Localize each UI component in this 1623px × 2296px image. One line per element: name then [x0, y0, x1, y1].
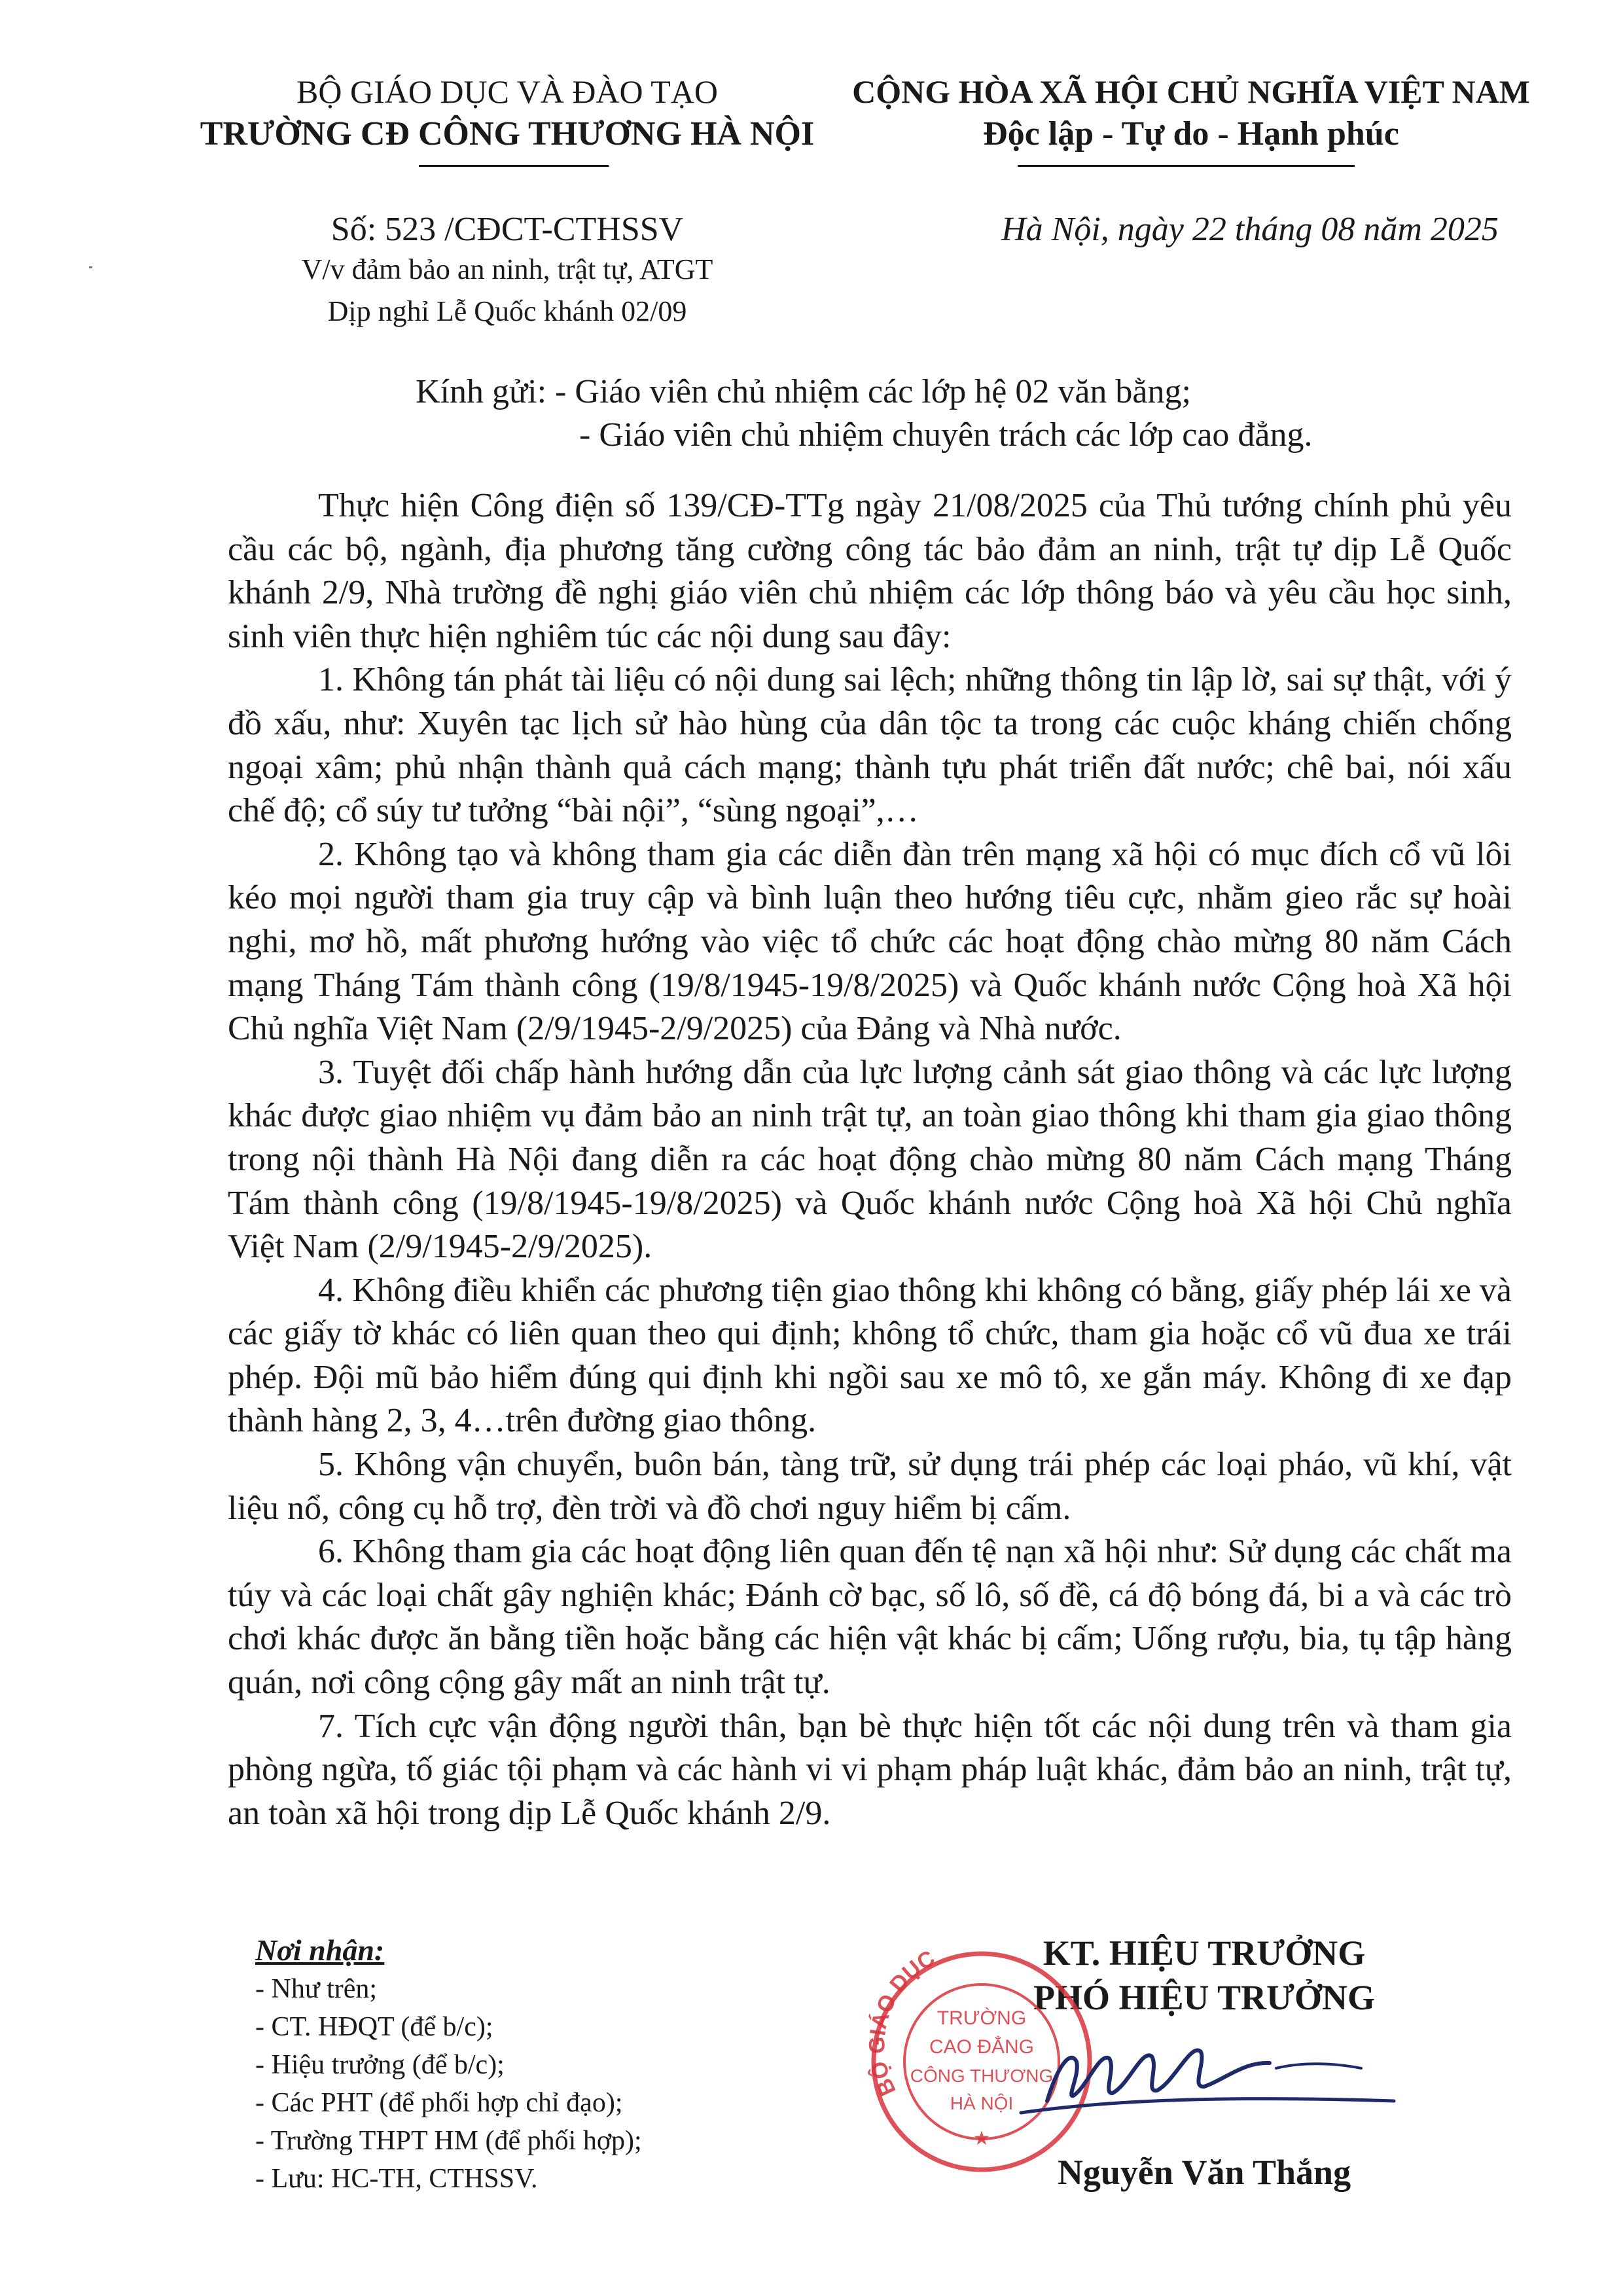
motto-underline — [1018, 165, 1355, 167]
svg-text:★: ★ — [972, 2128, 991, 2149]
distribution-item: - Hiệu trưởng (để b/c); — [255, 2050, 505, 2080]
recipients-block — [416, 370, 1313, 457]
document-number: Số: 523 /CĐCT-CTHSSV — [330, 211, 684, 248]
signer-authority: KT. HIỆU TRƯỞNG — [1043, 1933, 1366, 1973]
seal-text-line-4: HÀ NỘI — [950, 2093, 1014, 2113]
issuer-underline — [419, 165, 609, 167]
signer-name: Nguyễn Văn Thắng — [1057, 2153, 1351, 2192]
document-body — [228, 484, 1512, 1835]
issuer-block — [187, 71, 828, 156]
nation-name: CỘNG HÒA XÃ HỘI CHỦ NGHĨA VIỆT NAM — [852, 73, 1530, 110]
body-item-2: 2. Không tạo và không tham gia các diễn đàn trên mạng xã hội có mục đích cổ vũ lôi kéo mọi người tham gia truy cập và bình luận theo hướng tiêu cực, nhằm gieo rắc sự hoài nghi, mơ hồ, mất phương hướng vào việc tổ chức các hoạt động chào mừng 80 năm Cách mạng Tháng Tám thành công (19/8/1945-19/8/2025) và Quốc khánh nước Cộng hoà Xã hội Chủ nghĩa Việt Nam (2/9/1945-2/9/2025) của Đảng và Nhà nước. — [228, 835, 1512, 1048]
distribution-title: Nơi nhận: — [255, 1933, 385, 1967]
ministry-name: BỘ GIÁO DỤC VÀ ĐÀO TẠO — [296, 73, 718, 110]
seal-text-line-3: CÔNG THƯƠNG — [910, 2066, 1054, 2086]
subject-line-2: Dịp nghỉ Lễ Quốc khánh 02/09 — [327, 295, 687, 327]
seal-ring-text: BỘ GIÁO DỤC — [865, 1945, 940, 2100]
national-motto: Độc lập - Tự do - Hạnh phúc — [983, 115, 1399, 152]
body-item-5: 5. Không vận chuyển, buôn bán, tàng trữ, sử dụng trái phép các loại pháo, vũ khí, vật liệu nổ, công cụ hỗ trợ, đèn trời và đồ chơi nguy hiểm bị cấm. — [228, 1446, 1512, 1527]
document-subject — [187, 249, 828, 332]
seal-text-line-1: TRƯỜNG — [936, 2007, 1027, 2029]
intro-paragraph: Thực hiện Công điện số 139/CĐ-TTg ngày 21/08/2025 của Thủ tướng chính phủ yêu cầu các bộ, ngành, địa phương tăng cường công tác bảo đảm an ninh, trật tự dịp Lễ Quốc khánh 2/9, Nhà trường đề nghị giáo viên chủ nhiệm các lớp thông báo và yêu cầu học sinh, sinh viên thực hiện nghiêm túc các nội dung sau đây: — [228, 487, 1512, 655]
recipient-line-1: Kính gửi: - Giáo viên chủ nhiệm các lớp hệ 02 văn bằng; — [416, 373, 1191, 410]
scan-speck — [89, 266, 92, 268]
body-item-4: 4. Không điều khiển các phương tiện giao thông khi không có bằng, giấy phép lái xe và các giấy tờ khác có liên quan theo qui định; không tổ chức, tham gia hoặc cổ vũ đua xe trái phép. Đội mũ bảo hiểm đúng qui định khi ngồi sau xe mô tô, xe gắn máy. Không đi xe đạp thành hàng 2, 3, 4…trên đường giao thông. — [228, 1271, 1512, 1440]
body-item-7: 7. Tích cực vận động người thân, bạn bè thực hiện tốt các nội dung trên và tham gia phòng ngừa, tố giác tội phạm và các hành vi vi phạm pháp luật khác, đảm bảo an ninh, trật tự, an toàn xã hội trong dịp Lễ Quốc khánh 2/9. — [228, 1707, 1512, 1832]
distribution-item: - Trường THPT HM (để phối hợp); — [255, 2126, 642, 2156]
school-name: TRƯỜNG CĐ CÔNG THƯƠNG HÀ NỘI — [200, 115, 815, 152]
recipient-line-2: - Giáo viên chủ nhiệm chuyên trách các lớp cao đẳng. — [579, 416, 1313, 454]
body-item-1: 1. Không tán phát tài liệu có nội dung sai lệch; những thông tin lập lờ, sai sự thật, với ý đồ xấu, như: Xuyên tạc lịch sử hào hùng của dân tộc ta trong các cuộc kháng chiến chống ngoại xâm; phủ nhận thành quả cách mạng; thành tựu phát triển đất nước; chê bai, nói xấu chế độ; cổ súy tư tưởng “bài nội”, “sùng ngoại”,… — [228, 661, 1512, 830]
handwritten-signature-icon — [995, 2022, 1420, 2127]
seal-text-line-2: CAO ĐẲNG — [929, 2036, 1035, 2058]
subject-line-1: V/v đảm bảo an ninh, trật tự, ATGT — [301, 253, 713, 285]
distribution-list — [255, 1931, 642, 2198]
distribution-item: - Lưu: HC-TH, CTHSSV. — [255, 2164, 538, 2194]
document-date: Hà Nội, ngày 22 tháng 08 năm 2025 — [1001, 211, 1499, 248]
national-heading — [838, 71, 1544, 156]
distribution-item: - Các PHT (để phối hợp chỉ đạo); — [255, 2088, 623, 2118]
body-item-3: 3. Tuyệt đối chấp hành hướng dẫn của lực lượng cảnh sát giao thông và các lực lượng khác được giao nhiệm vụ đảm bảo an ninh trật tự, an toàn giao thông khi tham gia giao thông trong nội thành Hà Nội đang diễn ra các hoạt động chào mừng 80 năm Cách mạng Tháng Tám thành công (19/8/1945-19/8/2025) và Quốc khánh nước Cộng hoà Xã hội Chủ nghĩa Việt Nam (2/9/1945-2/9/2025). — [228, 1053, 1512, 1266]
body-item-6: 6. Không tham gia các hoạt động liên quan đến tệ nạn xã hội như: Sử dụng các chất ma túy và các loại chất gây nghiện khác; Đánh cờ bạc, số lô, số đề, cá độ bóng đá, bi a và các trò chơi khác được ăn bằng tiền hoặc bằng các hiện vật khác bị cấm; Uống rượu, bia, tụ tập hàng quán, nơi công cộng gây mất an ninh trật tự. — [228, 1533, 1512, 1702]
distribution-item: - CT. HĐQT (để b/c); — [255, 2012, 493, 2042]
signer-title: PHÓ HIỆU TRƯỞNG — [1033, 1978, 1376, 2017]
distribution-item: - Như trên; — [255, 1974, 378, 2004]
